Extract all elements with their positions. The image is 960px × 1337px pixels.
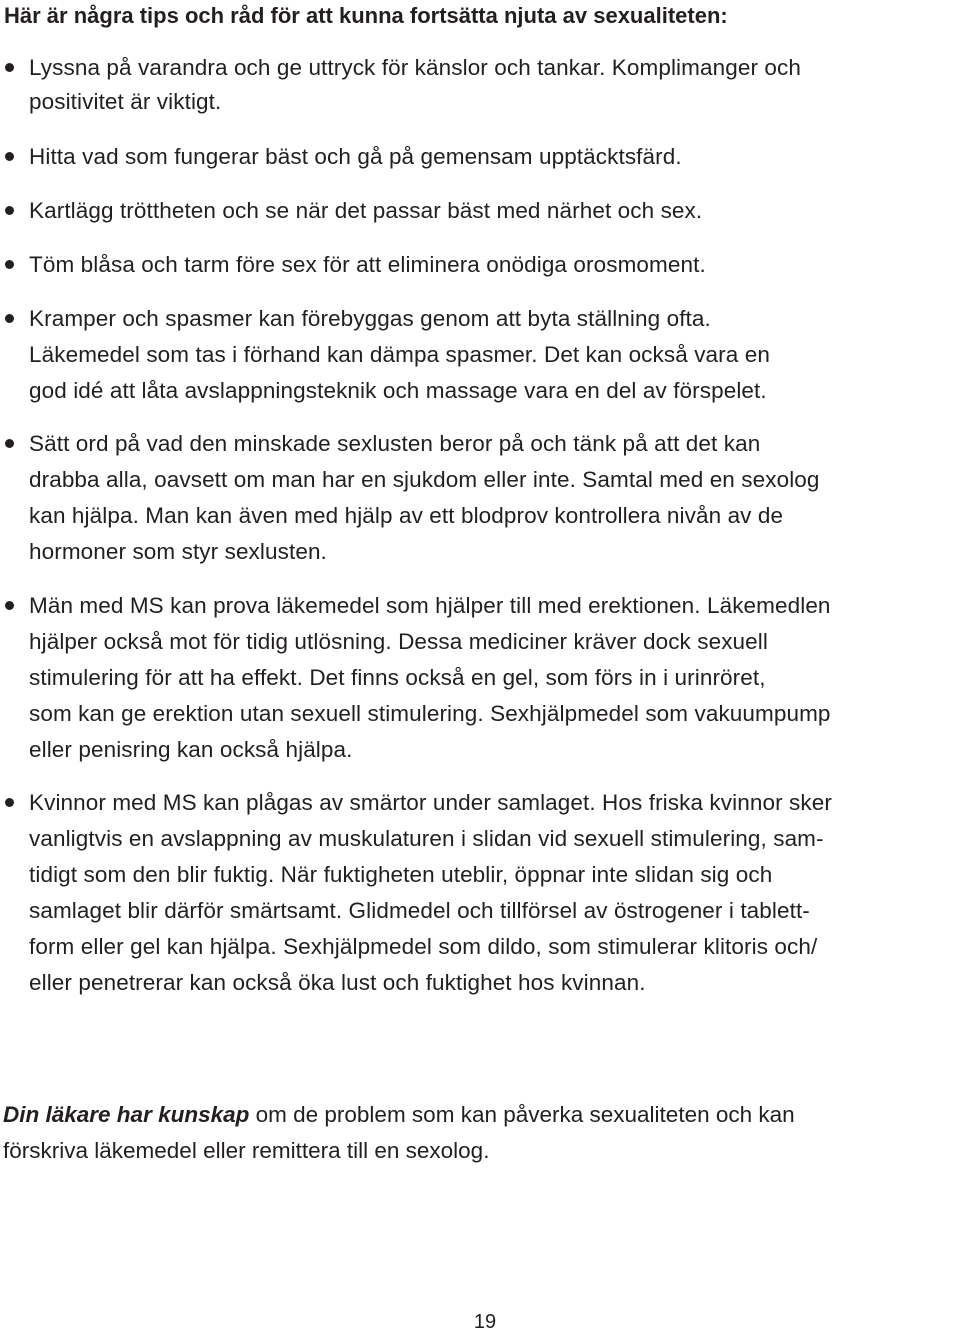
tip-text-line: Hitta vad som fungerar bäst och gå på gemensam upptäcktsfärd. [29, 144, 682, 169]
tip-text-line: Kartlägg tröttheten och se när det passar bäst med närhet och sex. [29, 198, 703, 223]
tip-text-line: som kan ge erektion utan sexuell stimulering. Sexhjälpmedel som vakuumpump [29, 701, 831, 726]
bullet-icon [5, 601, 14, 610]
tip-text-line: Kvinnor med MS kan plågas av smärtor under samlaget. Hos friska kvinnor sker [29, 790, 832, 815]
bullet-icon [5, 152, 14, 161]
page-number: 19 [473, 1311, 497, 1333]
tip-text-line: kan hjälpa. Man kan även med hjälp av ett blodprov kontrollera nivån av de [29, 503, 784, 528]
tip-text-line: hjälper också mot för tidig utlösning. Dessa mediciner kräver dock sexuell [29, 629, 768, 654]
tip-text-line: eller penisring kan också hjälpa. [29, 737, 353, 762]
tip-text-line: Läkemedel som tas i förhand kan dämpa spasmer. Det kan också vara en [29, 342, 770, 367]
footer-line: förskriva läkemedel eller remittera till en sexolog. [3, 1138, 490, 1163]
footer-line [3, 1097, 795, 1133]
tip-text-line: god idé att låta avslappningsteknik och massage vara en del av förspelet. [29, 378, 767, 403]
bullet-icon [5, 314, 14, 323]
tip-text-line: form eller gel kan hjälpa. Sexhjälpmedel som dildo, som stimulerar klitoris och/ [29, 934, 818, 959]
tip-text-line: tidigt som den blir fuktig. När fuktigheten uteblir, öppnar inte slidan sig och [29, 862, 773, 887]
tip-text-line: hormoner som styr sexlusten. [29, 539, 327, 564]
tip-text-line: Kramper och spasmer kan förebyggas genom att byta ställning ofta. [29, 306, 711, 331]
tip-text-line: Sätt ord på vad den minskade sexlusten beror på och tänk på att det kan [29, 431, 761, 456]
tip-text-line: samlaget blir därför smärtsamt. Glidmedel och tillförsel av östrogener i tablett- [29, 898, 810, 923]
tip-text-line: drabba alla, oavsett om man har en sjukdom eller inte. Samtal med en sexolog [29, 467, 820, 492]
footer-emphasis: Din läkare har kunskap [3, 1102, 250, 1127]
tip-text-line: positivitet är viktigt. [29, 89, 222, 114]
page-heading: Här är några tips och råd för att kunna fortsätta njuta av sexualiteten: [4, 3, 728, 28]
tip-text-line: Män med MS kan prova läkemedel som hjälper till med erektionen. Läkemedlen [29, 593, 831, 618]
tip-text-line: vanligtvis en avslappning av muskulaturen i slidan vid sexuell stimulering, sam- [29, 826, 824, 851]
tip-text-line: stimulering för att ha effekt. Det finns också en gel, som förs in i urinröret, [29, 665, 766, 690]
tip-text-line: Töm blåsa och tarm före sex för att eliminera onödiga orosmoment. [29, 252, 706, 277]
footer-text: om de problem som kan påverka sexualiteten och kan [249, 1102, 795, 1127]
bullet-icon [5, 260, 14, 269]
bullet-icon [5, 798, 14, 807]
tip-text-line: eller penetrerar kan också öka lust och fuktighet hos kvinnan. [29, 970, 646, 995]
tip-text-line: Lyssna på varandra och ge uttryck för känslor och tankar. Komplimanger och [29, 55, 801, 80]
bullet-icon [5, 63, 14, 72]
bullet-icon [5, 206, 14, 215]
bullet-icon [5, 439, 14, 448]
